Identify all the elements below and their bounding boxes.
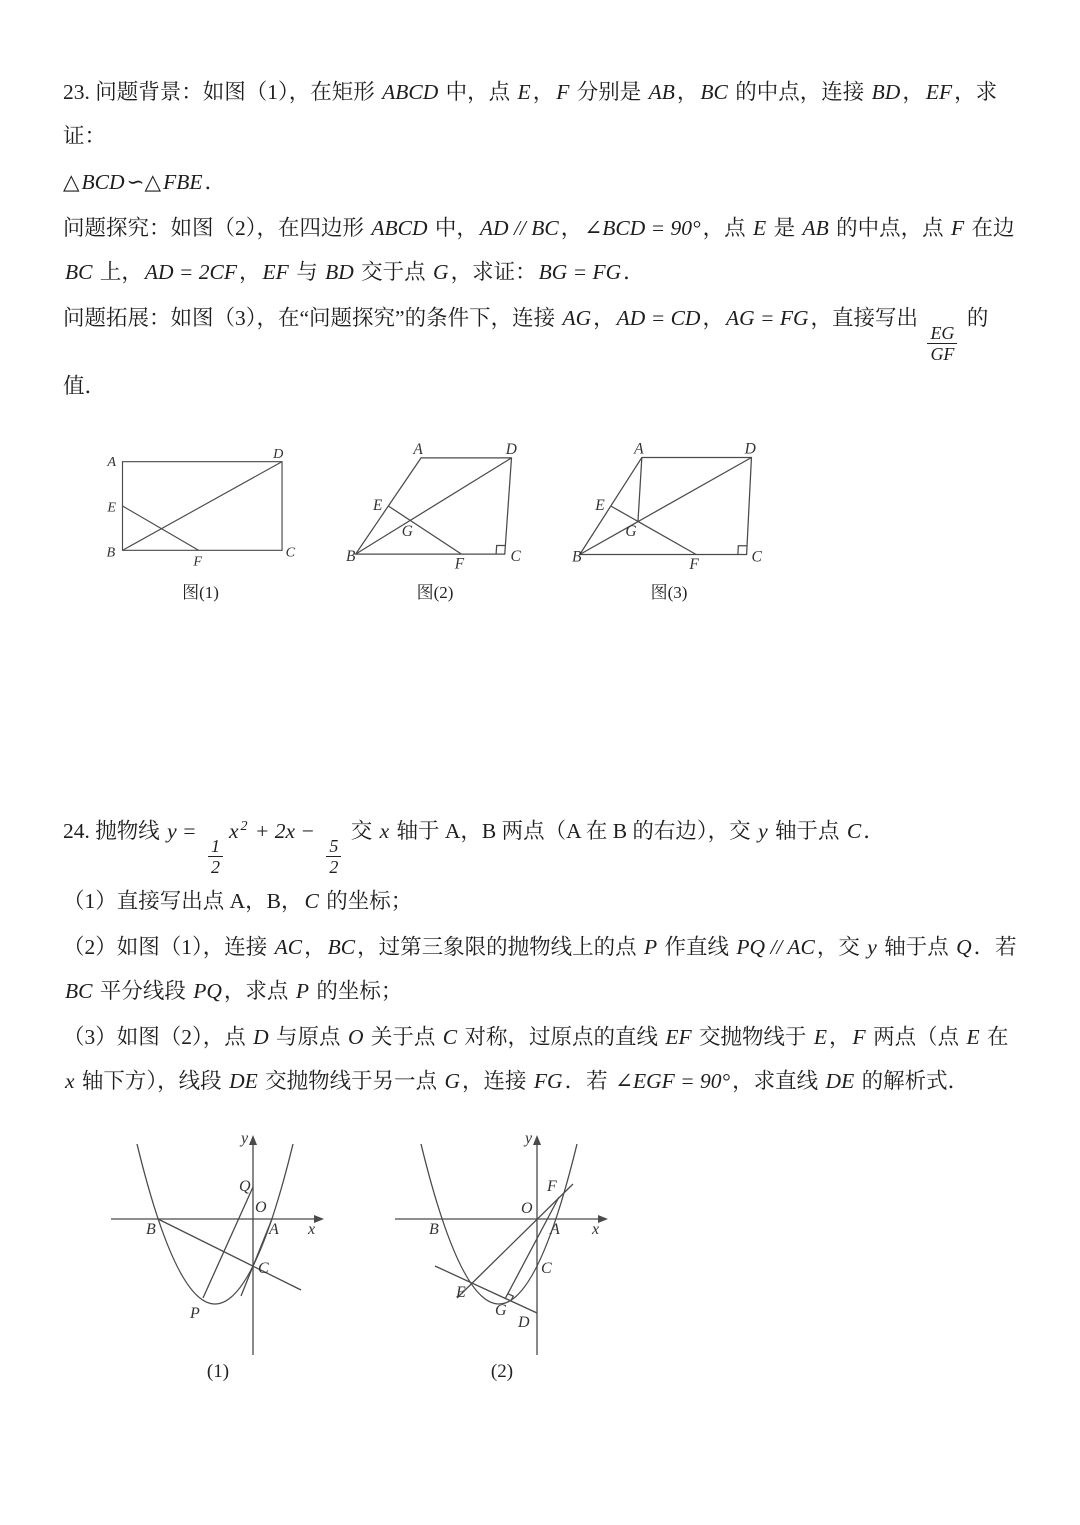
figure-3-caption: 图(3) [650,583,688,602]
fig1-label-D: D [273,446,284,463]
p23-similarity-claim: △BCD∽△FBE． [63,170,227,194]
fig3-label-A: A [634,440,644,458]
g1-label-x: x [308,1221,316,1238]
fig3-diagram [572,436,766,576]
fig1-diagonal-BD [123,462,283,551]
fig3-right-angle-mark [738,546,747,555]
g2-label-F: F [547,1178,557,1195]
p24-statement: 24. 抛物线 y = $\frac{1}{2}$ x $^2$ + 2x − $\frac{5}{2}$ 交 x 轴于 A，B 两点（A 在 B 的右边），交 y 轴于点 C． [63,818,885,877]
graph-2-caption: (2) [490,1361,514,1382]
g2-label-C: C [541,1260,552,1277]
figure-1 [103,436,298,603]
g1-diagram [103,1129,333,1361]
fig3-label-E: E [595,496,605,514]
g1-label-y: y [241,1130,249,1147]
g1-label-O: O [255,1199,267,1216]
fig2-label-B: B [346,547,356,565]
figure-2 [346,436,524,603]
g2-label-E: E [456,1284,466,1301]
g2-label-y: y [525,1130,533,1147]
g2-diagram [387,1129,617,1361]
g1-line-AC [241,1219,272,1296]
fig1-label-E: E [107,499,117,516]
p24-item-3: （3）如图（2），点 D 与原点 O 关于点 C 对称，过原点的直线 EF 交抛物线于 E，F 两点（点 E 在 x 轴下方），线段 DE 交抛物线于另一点 G，连接 FG．若 ∠EGF = 90°，求直线 DE 的解析式． [63,1025,1014,1093]
fig3-label-C: C [751,548,762,566]
graph-2 [387,1129,617,1383]
p23-figures-row [63,420,1024,619]
fig2-label-D: D [505,441,517,459]
p24-item-1: （1）直接写出点 A，B，C 的坐标； [63,889,413,913]
fig2-label-E: E [372,496,383,514]
fig1-label-C: C [285,544,296,561]
fig3-label-B: B [572,548,582,566]
g1-label-B: B [146,1221,156,1238]
fig3-label-F: F [689,556,699,574]
problem-23 [63,70,1024,619]
figure-3 [572,436,766,603]
figure-2-caption: 图(2) [416,583,454,602]
fig2-diagram [346,436,524,576]
g2-label-B: B [429,1221,439,1238]
g1-y-arrow [249,1135,257,1145]
fig2-label-G: G [401,522,413,540]
fig3-label-G: G [625,523,637,541]
fig1-diagram [103,436,298,576]
fig2-label-F: F [454,555,465,573]
fig2-label-A: A [413,441,423,459]
g1-line-BC [158,1219,301,1290]
fig3-segment-AG [638,458,642,522]
p24-graphs-row [63,1113,1024,1399]
fig1-label-A: A [107,454,117,471]
g2-label-D: D [518,1314,530,1331]
graph-1-caption: (1) [206,1361,230,1382]
g2-line-DE [435,1266,537,1313]
graph-1 [103,1129,333,1383]
g2-label-G: G [495,1302,507,1319]
g2-label-A: A [550,1221,560,1238]
section-gap [63,619,1024,809]
fig1-label-F: F [193,553,203,570]
p23-background-text: 23. 问题背景：如图（1），在矩形 ABCD 中，点 E，F 分别是 AB，BC 的中点，连接 BD，EF，求证： [63,80,998,148]
g1-label-A: A [269,1221,279,1238]
g1-label-Q: Q [239,1178,251,1195]
g1-x-arrow [314,1215,324,1223]
p23-explore-text: 问题探究：如图（2），在四边形 ABCD 中，AD // BC，∠BCD = 90°，点 E 是 AB 的中点，点 F 在边 BC 上，AD = 2CF，EF 与 BD 交于点 G，求证：BG = FG． [63,216,1020,284]
g1-label-C: C [258,1260,269,1277]
g2-y-arrow [533,1135,541,1145]
fig1-label-B: B [106,544,116,561]
fig2-right-angle-mark [496,545,505,554]
g2-label-O: O [521,1200,533,1217]
g1-line-PQ [203,1187,253,1298]
g1-label-P: P [190,1305,200,1322]
g2-label-x: x [592,1221,600,1238]
p24-item-2: （2）如图（1），连接 AC，BC，过第三象限的抛物线上的点 P 作直线 PQ // AC，交 y 轴于点 Q．若 BC 平分线段 PQ，求点 P 的坐标； [63,935,1022,1003]
figure-1-caption: 图(1) [182,583,219,602]
fig2-label-C: C [510,547,521,565]
g2-x-arrow [598,1215,608,1223]
fig3-label-D: D [744,440,756,458]
fig3-diagonal-BD [580,458,752,555]
fig2-segment-EF [388,506,461,554]
p23-extend-text: 问题拓展：如图（3），在“问题探究”的条件下，连接 AG，AD = CD，AG = FG，直接写出 $\frac{EG}{GF}$ 的值． [63,306,989,398]
problem-24 [63,809,1024,1399]
